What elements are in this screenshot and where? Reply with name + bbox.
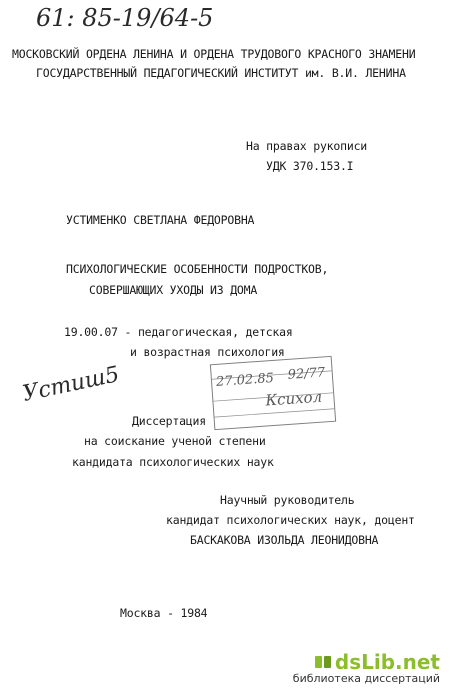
supervisor-title: кандидат психологических наук, доцент bbox=[166, 513, 415, 527]
institution-line-1: МОСКОВСКИЙ ОРДЕНА ЛЕНИНА И ОРДЕНА ТРУДОВОГО КРАСНОГО ЗНАМЕНИ bbox=[12, 47, 416, 61]
title-line-2: СОВЕРШАЮЩИХ УХОДЫ ИЗ ДОМА bbox=[89, 283, 258, 297]
place-and-year: Москва - 1984 bbox=[120, 606, 208, 620]
stamp-number: 92/77 bbox=[287, 365, 326, 383]
library-stamp bbox=[210, 356, 336, 430]
archive-number: 61: 85-19/64-5 bbox=[36, 4, 214, 32]
title-line-1: ПСИХОЛОГИЧЕСКИЕ ОСОБЕННОСТИ ПОДРОСТКОВ, bbox=[66, 262, 329, 276]
specialty-line-2: и возрастная психология bbox=[130, 345, 285, 359]
udc-code: УДК 370.153.I bbox=[266, 159, 354, 173]
author-name: УСТИМЕНКО СВЕТЛАНА ФЕДОРОВНА bbox=[66, 213, 255, 227]
book-icon bbox=[314, 653, 332, 671]
logo-tagline: библиотека диссертаций bbox=[292, 672, 440, 685]
institution-line-2: ГОСУДАРСТВЕННЫЙ ПЕДАГОГИЧЕСКИЙ ИНСТИТУТ им. В.И. ЛЕНИНА bbox=[36, 66, 406, 80]
dissertation-degree: на соискание ученой степени bbox=[84, 434, 266, 448]
dissertation-field: кандидата психологических наук bbox=[72, 455, 274, 469]
dissertation-label: Диссертация bbox=[132, 414, 206, 428]
logo-brand-row bbox=[293, 652, 440, 672]
stamp-signature: Ксихол bbox=[264, 387, 323, 410]
supervisor-label: Научный руководитель bbox=[220, 493, 355, 507]
specialty-line-1: 19.00.07 - педагогическая, детская bbox=[64, 325, 293, 339]
manuscript-rights: На правах рукописи bbox=[246, 139, 368, 153]
stamp-date: 27.02.85 bbox=[215, 370, 275, 390]
dslib-logo[interactable] bbox=[293, 652, 440, 685]
logo-brand-text: dsLib.net bbox=[334, 650, 440, 674]
supervisor-name: БАСКАКОВА ИЗОЛЬДА ЛЕОНИДОВНА bbox=[190, 533, 379, 547]
handwritten-note: Устиш5 bbox=[20, 362, 122, 407]
